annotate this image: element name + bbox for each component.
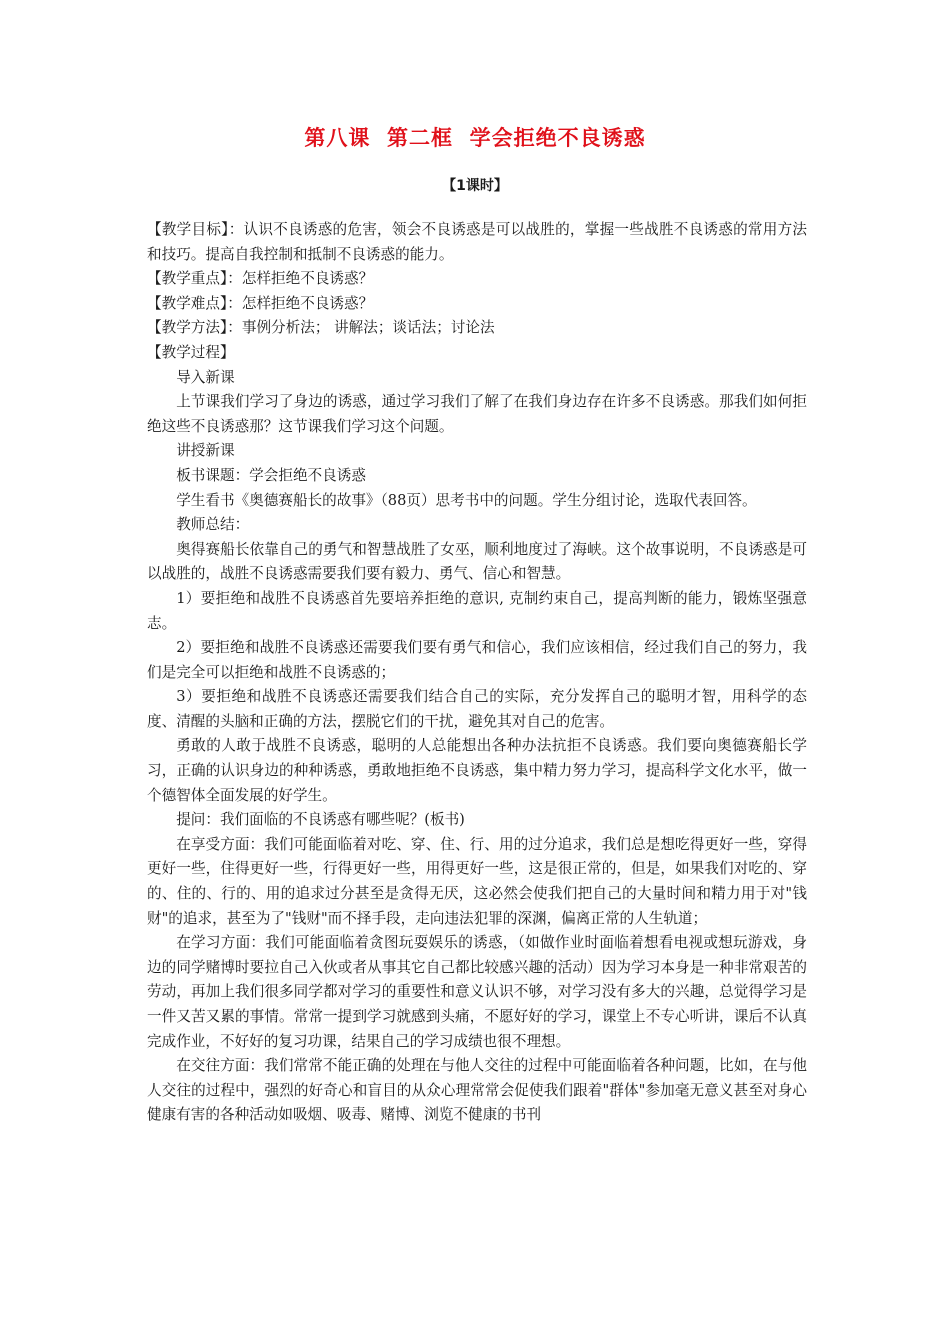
paragraph: 导入新课 xyxy=(176,368,235,386)
paragraph: 提问：我们面临的不良诱惑有哪些呢？(板书) xyxy=(176,811,465,829)
teaching-process-label: 【教学过程】 xyxy=(147,343,235,361)
teaching-focus-label: 【教学重点】 xyxy=(147,270,228,288)
paragraph: 1）要拒绝和战胜不良诱惑首先要培养拒绝的意识, 克制约束自己，提高判断的能力，锻炼坚强意志。 xyxy=(147,589,807,632)
paragraph: 在享受方面：我们可能面临着对吃、穿、住、行、用的过分追求，我们总是想吃得更好一些，穿得更好一些，住得更好一些，行得更好一些，用得更好一些，这是很正常的，但是，如果我们对吃的、穿的、住的、行的、用的追求过分甚至是贪得无厌，这必然会使我们把自己的大量时间和精力用于对"钱财"的追求，甚至为了"钱财"而不择手段，走向违法犯罪的深渊，偏离正常的人生轨道； xyxy=(147,835,807,927)
paragraph: 上节课我们学习了身边的诱惑，通过学习我们了解了在我们身边存在许多不良诱惑。那我们如何拒绝这些不良诱惑那？这节课我们学习这个问题。 xyxy=(147,393,807,435)
paragraph: 板书课题：学会拒绝不良诱惑 xyxy=(176,466,366,484)
paragraph: 讲授新课 xyxy=(176,442,235,460)
document-title: 第八课 第二框 学会拒绝不良诱惑 xyxy=(304,126,646,150)
teaching-difficulty-label: 【教学难点】 xyxy=(147,294,228,312)
paragraph: 在交往方面：我们常常不能正确的处理在与他人交往的过程中可能面临着各种问题，比如，在与他人交往的过程中，强烈的好奇心和盲目的从众心理常常会促使我们跟着"群体"参加毫无意义甚至对身心健康有害的各种活动如吸烟、吸毒、赌博、浏览不健康的书刊 xyxy=(147,1057,807,1124)
paragraph: 勇敢的人敢于战胜不良诱惑，聪明的人总能想出各种办法抗拒不良诱惑。我们要向奥德赛船长学习，正确的认识身边的种种诱惑，勇敢地拒绝不良诱惑，集中精力努力学习，提高科学文化水平，做一个德智体全面发展的好学生。 xyxy=(147,737,807,804)
teaching-method xyxy=(147,316,807,341)
document-subtitle: 【1课时】 xyxy=(442,178,508,194)
teaching-goal-label: 【教学目标】 xyxy=(147,221,229,238)
teaching-process xyxy=(147,341,807,366)
teaching-focus xyxy=(147,267,807,292)
teaching-focus-text: ：怎样拒绝不良诱惑？ xyxy=(227,270,374,288)
paragraph: 3）要拒绝和战胜不良诱惑还需要我们结合自己的实际，充分发挥自己的聪明才智，用科学的态度、清醒的头脑和正确的方法，摆脱它们的干扰，避免其对自己的危害。 xyxy=(147,688,807,730)
teaching-method-label: 【教学方法】 xyxy=(147,319,228,337)
teaching-method-text: ：事例分析法； 讲解法；谈话法；讨论法 xyxy=(227,319,495,337)
teaching-goal-text: ：认识不良诱惑的危害，领会不良诱惑是可以战胜的，掌握一些战胜不良诱惑的常用方法和技巧。提高自我控制和抵制不良诱惑的能力。 xyxy=(147,221,808,263)
teaching-difficulty-text: ：怎样拒绝不良诱惑？ xyxy=(227,294,374,312)
paragraph: 教师总结： xyxy=(176,516,250,534)
paragraph: 奥得赛船长依靠自己的勇气和智慧战胜了女巫，顺利地度过了海峡。这个故事说明，不良诱惑是可以战胜的，战胜不良诱惑需要我们要有毅力、勇气、信心和智慧。 xyxy=(147,540,807,583)
paragraph: 在学习方面：我们可能面临着贪图玩耍娱乐的诱惑，（如做作业时面临着想看电视或想玩游戏，身边的同学赌博时要拉自己入伙或者从事其它自己都比较感兴趣的活动）因为学习本身是一种非常艰苦的劳动，再加上我们很多同学都对学习的重要性和意义认识不够，对学习没有多大的兴趣，总觉得学习是一件又苦又累的事情。常常一提到学习就感到头痛，不愿好好的学习，课堂上不专心听讲，课后不认真完成作业，不好好的复习功课，结果自己的学习成绩也很不理想。 xyxy=(147,934,807,1050)
paragraph: 2）要拒绝和战胜不良诱惑还需要我们要有勇气和信心，我们应该相信，经过我们自己的努力，我们是完全可以拒绝和战胜不良诱惑的； xyxy=(147,639,807,681)
document-body xyxy=(147,218,807,1128)
paragraph: 学生看书《奥德赛船长的故事》（88页）思考书中的问题。学生分组讨论，选取代表回答。 xyxy=(176,491,757,509)
teaching-difficulty xyxy=(147,292,807,317)
teaching-goal xyxy=(147,218,807,267)
